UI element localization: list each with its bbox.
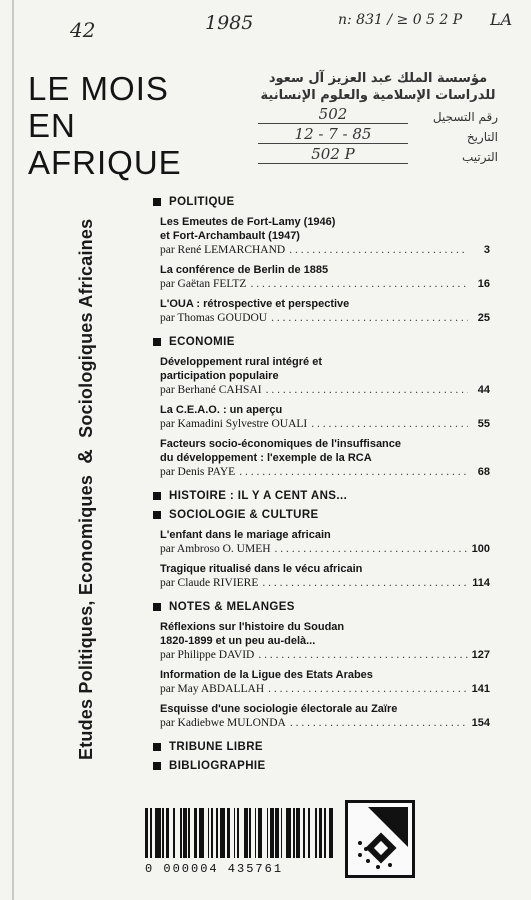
article-title: Développement rural intégré et — [160, 356, 322, 368]
leader-dots — [311, 417, 468, 431]
article-title: 1820-1899 et un peu au-delà... — [160, 635, 316, 647]
section-heading: SOCIOLOGIE & CULTURE — [153, 509, 490, 521]
page-number: 68 — [477, 466, 490, 478]
article-byline — [160, 383, 490, 397]
leader-dots — [239, 465, 468, 479]
page-number: 154 — [471, 717, 490, 729]
page-number: 55 — [477, 418, 490, 430]
table-of-contents — [150, 196, 490, 779]
square-bullet-icon — [153, 603, 161, 611]
section-heading: TRIBUNE LIBRE — [153, 741, 490, 753]
square-bullet-icon — [153, 492, 161, 500]
article-byline — [160, 465, 490, 479]
stamp-row-date — [258, 124, 498, 144]
article-byline — [160, 542, 490, 556]
page-number: 44 — [477, 384, 490, 396]
publisher-logo-icon — [345, 800, 415, 878]
section-heading: BIBLIOGRAPHIE — [153, 760, 490, 772]
page-number: 16 — [477, 278, 490, 290]
subtitle-ampersand: & — [75, 449, 97, 464]
leader-dots — [275, 542, 468, 556]
article-title: La C.E.A.O. : un aperçu — [160, 404, 283, 416]
page-number: 141 — [471, 683, 490, 695]
leader-dots — [268, 682, 468, 696]
article-author: par Kadiebwe MULONDA — [160, 717, 286, 729]
page-number: 100 — [471, 543, 490, 555]
article-title: L'OUA : rétrospective et perspective — [160, 298, 350, 310]
section-heading: HISTOIRE : IL Y A CENT ANS... — [153, 490, 490, 502]
leader-dots — [266, 383, 468, 397]
stamp-row-classification — [258, 144, 498, 164]
section-heading: POLITIQUE — [153, 196, 490, 208]
toc-entry[interactable] — [160, 263, 490, 291]
article-author: par Philippe DAVID — [160, 649, 255, 661]
article-title: Les Emeutes de Fort-Lamy (1946) — [160, 216, 336, 228]
stamp-value: 502 P — [258, 145, 408, 164]
journal-title-line: AFRIQUE — [28, 144, 182, 181]
stamp-institution-line: للدراسات الإسلامية والعلوم الإنسانية — [260, 88, 496, 103]
journal-title-line: EN — [28, 107, 76, 144]
article-title: participation populaire — [160, 370, 279, 382]
toc-entry[interactable] — [160, 668, 490, 696]
stamp-label: التاريخ — [466, 130, 498, 144]
article-byline — [160, 648, 490, 662]
toc-entry[interactable] — [160, 403, 490, 431]
toc-entry[interactable] — [160, 528, 490, 556]
article-author: par May ABDALLAH — [160, 683, 265, 695]
journal-subtitle — [75, 218, 98, 760]
stamp-institution-line: مؤسسة الملك عبد العزيز آل سعود — [268, 71, 488, 86]
library-stamp — [258, 70, 498, 164]
barcode-number: 0 000004 435761 — [145, 862, 284, 876]
toc-entry[interactable] — [160, 297, 490, 325]
article-byline — [160, 716, 490, 730]
toc-entry[interactable] — [160, 437, 490, 479]
article-title: et Fort-Archambault (1947) — [160, 230, 300, 242]
article-byline — [160, 682, 490, 696]
article-byline — [160, 243, 490, 257]
article-title: La conférence de Berlin de 1885 — [160, 264, 329, 276]
journal-title-line: LE MOIS — [28, 70, 169, 107]
article-title: Réflexions sur l'histoire du Soudan — [160, 621, 345, 633]
article-title: Facteurs socio-économiques de l'insuffisance — [160, 438, 402, 450]
toc-entry[interactable] — [160, 562, 490, 590]
article-title: L'enfant dans le mariage africain — [160, 529, 331, 541]
article-author: par Gaëtan FELTZ — [160, 278, 247, 290]
toc-entry[interactable] — [160, 620, 490, 662]
page-edge — [12, 0, 14, 900]
article-author: par Kamadini Sylvestre OUALI — [160, 418, 308, 430]
leader-dots — [271, 311, 468, 325]
stamp-label: الترتيب — [462, 150, 498, 164]
leader-dots — [289, 243, 468, 257]
square-bullet-icon — [153, 511, 161, 519]
article-author: par Denis PAYE — [160, 466, 236, 478]
square-bullet-icon — [153, 743, 161, 751]
leader-dots — [250, 277, 468, 291]
toc-entry[interactable] — [160, 355, 490, 397]
square-bullet-icon — [153, 338, 161, 346]
section-heading: NOTES & MELANGES — [153, 601, 490, 613]
article-author: par Thomas GOUDOU — [160, 312, 268, 324]
page-number: 25 — [477, 312, 490, 324]
handwritten-year: 1985 — [205, 12, 254, 34]
article-byline — [160, 576, 490, 590]
article-author: par Ambroso O. UMEH — [160, 543, 271, 555]
article-byline — [160, 277, 490, 291]
stamp-row-registration — [258, 104, 498, 124]
barcode-bars — [145, 808, 335, 858]
journal-title — [28, 70, 182, 181]
handwritten-corner-mark: LA — [490, 10, 513, 29]
article-byline — [160, 417, 490, 431]
article-title: Tragique ritualisé dans le vécu africain — [160, 563, 363, 575]
leader-dots — [258, 648, 467, 662]
stamp-label: رقم التسجيل — [432, 110, 498, 124]
page-number: 114 — [472, 577, 490, 589]
subtitle-part: Sociologiques Africaines — [76, 218, 96, 438]
barcode-bar — [333, 808, 335, 858]
subtitle-part: Etudes Politiques, Economiques — [76, 474, 96, 760]
leader-dots — [290, 716, 468, 730]
article-title: Information de la Ligue des Etats Arabes — [160, 669, 373, 681]
article-byline — [160, 311, 490, 325]
article-author: par René LEMARCHAND — [160, 244, 286, 256]
page-number: 127 — [471, 649, 490, 661]
square-bullet-icon — [153, 762, 161, 770]
handwritten-reference: n: 831 / ≥ 0 5 2 P — [338, 12, 463, 28]
leader-dots — [262, 576, 468, 590]
section-heading: ECONOMIE — [153, 336, 490, 348]
toc-entry[interactable] — [160, 215, 490, 257]
article-author: par Berhané CAHSAI — [160, 384, 262, 396]
stamp-value: 12 - 7 - 85 — [258, 125, 408, 144]
handwritten-number: 42 — [70, 18, 96, 42]
article-title: Esquisse d'une sociologie électorale au Zaïre — [160, 703, 398, 715]
stamp-value: 502 — [258, 105, 408, 124]
toc-entry[interactable] — [160, 702, 490, 730]
article-title: du développement : l'exemple de la RCA — [160, 452, 372, 464]
barcode — [145, 808, 335, 880]
page-number: 3 — [483, 244, 490, 256]
article-author: par Claude RIVIERE — [160, 577, 259, 589]
square-bullet-icon — [153, 198, 161, 206]
